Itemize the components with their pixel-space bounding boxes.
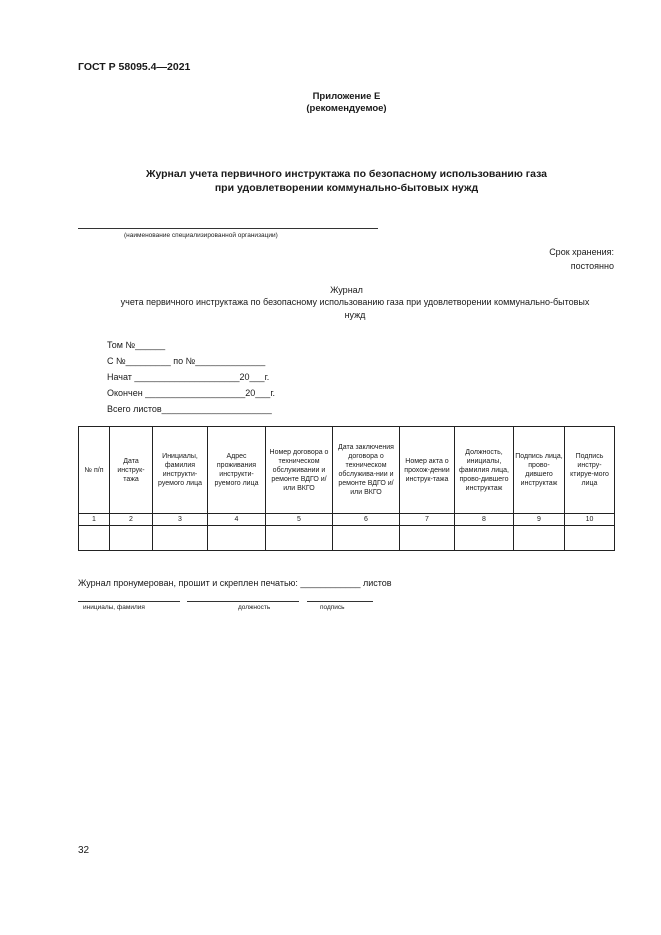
column-number: 4 (208, 514, 266, 526)
column-header: Дата заключения договора о техническом обслужива-нии и ремонте ВДГО и/или ВКГО (333, 427, 400, 514)
column-number: 2 (110, 514, 153, 526)
field-from-to: С №_________ по №______________ (107, 356, 266, 366)
column-header: Должность, инициалы, фамилия лица, прово-дившего инструктаж (455, 427, 514, 514)
table-header-row (79, 427, 615, 514)
column-header: Подпись лица, прово-дившего инструктаж (514, 427, 565, 514)
table-number-row (79, 514, 615, 526)
document-code: ГОСТ Р 58095.4—2021 (78, 61, 191, 73)
storage-label: Срок хранения: (549, 247, 614, 257)
appendix-subtitle: (рекомендуемое) (306, 103, 387, 114)
table-cell (266, 526, 333, 551)
signature-line (307, 601, 373, 602)
appendix-title: Приложение Е (312, 91, 381, 102)
table-cell (153, 526, 208, 551)
column-header: Номер договора о техническом обслуживании и ремонте ВДГО и/или ВКГО (266, 427, 333, 514)
page-number: 32 (78, 845, 90, 856)
column-header: Номер акта о прохож-дении инструк-тажа (400, 427, 455, 514)
journal-subtitle: учета первичного инструктажа по безопасному использованию газа при удовлетворении коммунально-бытовых нужд (120, 297, 590, 320)
signature-caption: подпись (320, 604, 345, 611)
column-number: 1 (79, 514, 110, 526)
organization-caption: (наименование специализированной организации) (124, 232, 278, 239)
appendix-heading (0, 91, 661, 115)
column-number: 7 (400, 514, 455, 526)
table-row (79, 526, 615, 551)
table-cell (208, 526, 266, 551)
storage-period (549, 245, 614, 273)
initials-line (78, 601, 180, 602)
column-header: Инициалы, фамилия инструкти-руемого лица (153, 427, 208, 514)
journal-table (78, 426, 615, 551)
table-cell (400, 526, 455, 551)
column-number: 6 (333, 514, 400, 526)
table-cell (79, 526, 110, 551)
position-caption: должность (238, 604, 271, 611)
field-ended: Окончен ____________________20___г. (107, 388, 275, 398)
column-header: Адрес проживания инструкти-руемого лица (208, 427, 266, 514)
storage-value: постоянно (570, 261, 614, 271)
position-line (187, 601, 299, 602)
table-cell (333, 526, 400, 551)
organization-name-line (78, 228, 378, 229)
journal-fields (107, 337, 275, 417)
numbered-statement: Журнал пронумерован, прошит и скреплен печатью: ____________ листов (78, 578, 392, 588)
table-cell (455, 526, 514, 551)
column-number: 8 (455, 514, 514, 526)
column-number: 3 (153, 514, 208, 526)
column-number: 5 (266, 514, 333, 526)
field-volume: Том №______ (107, 340, 166, 350)
page-title (0, 167, 661, 195)
initials-caption: инициалы, фамилия (83, 604, 145, 611)
page-title-line-2: при удовлетворении коммунально-бытовых нужд (214, 182, 479, 194)
column-header: Дата инструк-тажа (110, 427, 153, 514)
journal-title: Журнал (330, 285, 363, 295)
table-cell (514, 526, 565, 551)
table-cell (110, 526, 153, 551)
field-total-sheets: Всего листов______________________ (107, 404, 272, 414)
column-number: 10 (565, 514, 615, 526)
page-title-line-1: Журнал учета первичного инструктажа по безопасному использованию газа (145, 168, 548, 180)
column-number: 9 (514, 514, 565, 526)
table-cell (565, 526, 615, 551)
column-header: Подпись инстру-ктируе-мого лица (565, 427, 615, 514)
column-header: № п/п (79, 427, 110, 514)
field-started: Начат _____________________20___г. (107, 372, 270, 382)
